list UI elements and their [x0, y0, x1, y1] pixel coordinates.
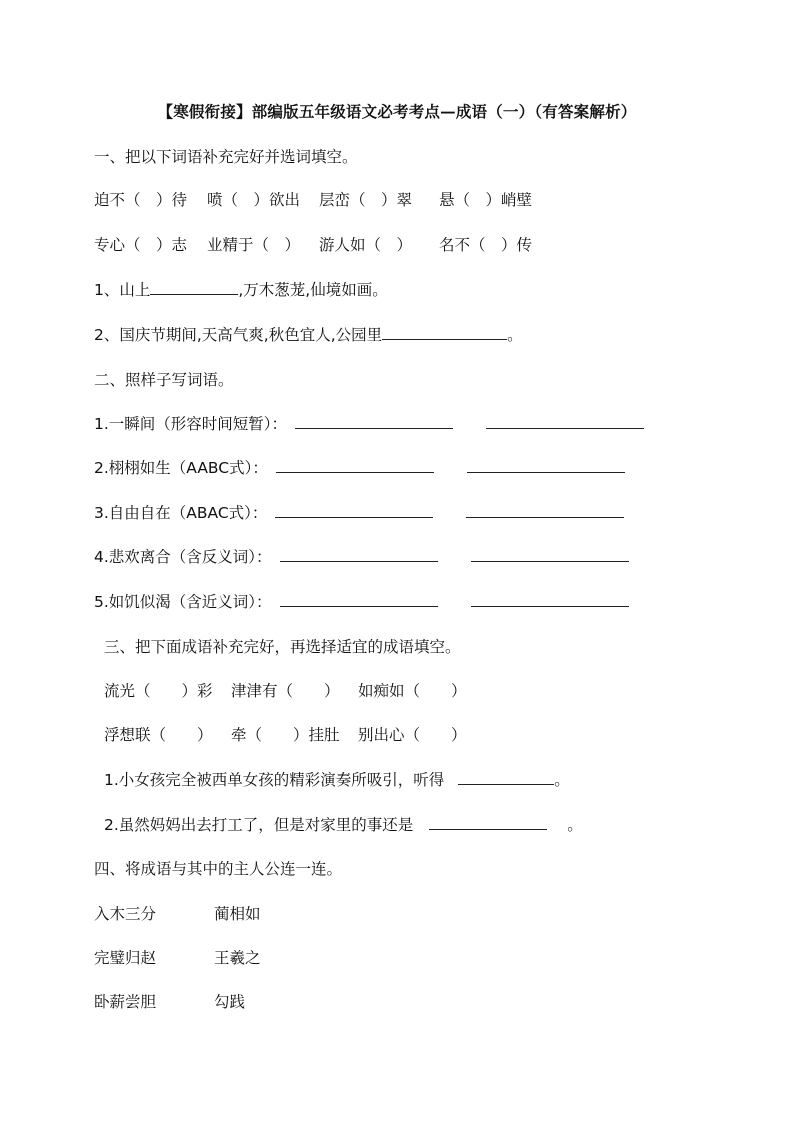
word-item: 牵（ ）挂肚: [231, 726, 340, 744]
answer-blank[interactable]: [471, 592, 629, 607]
answer-blank[interactable]: [429, 815, 547, 830]
section-2-item-1: [94, 414, 644, 434]
section-4-heading: 四、将成语与其中的主人公连一连。: [94, 860, 343, 878]
question-text: 2、国庆节期间,天高气爽,秋色宜人,公园里: [94, 326, 383, 344]
question-text: 2.虽然妈妈出去打工了，但是对家里的事还是: [104, 816, 414, 834]
item-text: 3.自由自在（ABAC式）：: [94, 504, 268, 522]
section-1-heading: 一、把以下词语补充完好并选词填空。: [94, 148, 358, 166]
answer-blank[interactable]: [295, 414, 453, 429]
word-item: 流光（ ）彩: [104, 682, 213, 700]
section-3-question-1: [104, 770, 570, 790]
idiom-item[interactable]: 入木三分: [94, 905, 157, 923]
answer-blank[interactable]: [382, 325, 507, 340]
answer-blank[interactable]: [486, 414, 644, 429]
section-3-heading: 三、把下面成语补充完好，再选择适宜的成语填空。: [104, 638, 461, 656]
section-2-item-3: [94, 503, 624, 523]
question-text: 1.小女孩完全被西单女孩的精彩演奏所吸引，听得: [104, 771, 445, 789]
section-1-question-1: [94, 280, 388, 300]
section-2-item-5: [94, 592, 629, 612]
answer-blank[interactable]: [280, 592, 438, 607]
word-item: 悬（ ）峭壁: [439, 191, 533, 209]
word-item: 喷（ ）欲出: [207, 191, 301, 209]
question-text: 。: [507, 326, 523, 344]
item-text: 1.一瞬间（形容时间短暂）：: [94, 415, 288, 433]
word-item: 如痴如（ ）: [358, 682, 467, 700]
word-item: 专心（ ）志: [94, 236, 188, 254]
word-item: 迫不（ ）待: [94, 191, 188, 209]
item-text: 5.如饥似渴（含近义词）：: [94, 593, 272, 611]
answer-blank[interactable]: [150, 280, 238, 295]
section-2-item-4: [94, 547, 629, 567]
answer-blank[interactable]: [467, 458, 625, 473]
question-text: 。: [554, 771, 570, 789]
word-item: 津津有（ ）: [231, 682, 340, 700]
question-text: 。: [567, 816, 583, 834]
answer-blank[interactable]: [458, 770, 554, 785]
section-3-question-2: [104, 815, 583, 835]
item-text: 2.栩栩如生（AABC式）：: [94, 459, 268, 477]
word-item: 业精于（ ）: [207, 236, 301, 254]
answer-blank[interactable]: [471, 547, 629, 562]
idiom-item[interactable]: 卧薪尝胆: [94, 993, 157, 1011]
word-item: 层峦（ ）翠: [319, 191, 413, 209]
word-item: 浮想联（ ）: [104, 726, 213, 744]
person-item[interactable]: 勾践: [214, 993, 246, 1011]
word-item: 别出心（ ）: [358, 726, 467, 744]
question-text: 1、山上: [94, 281, 151, 299]
document-title: 【寒假衔接】部编版五年级语文必考考点—成语（一）（有答案解析）: [157, 102, 637, 121]
word-item: 名不（ ）传: [439, 236, 533, 254]
person-item[interactable]: 王羲之: [214, 949, 261, 967]
idiom-item[interactable]: 完璧归赵: [94, 949, 157, 967]
word-item: 游人如（ ）: [319, 236, 413, 254]
answer-blank[interactable]: [466, 503, 624, 518]
item-text: 4.悲欢离合（含反义词）：: [94, 548, 272, 566]
person-item[interactable]: 蔺相如: [214, 905, 261, 923]
section-1-question-2: [94, 325, 523, 345]
answer-blank[interactable]: [275, 503, 433, 518]
section-2-heading: 二、照样子写词语。: [94, 371, 234, 389]
question-text: ,万木葱茏,仙境如画。: [238, 281, 388, 299]
answer-blank[interactable]: [280, 547, 438, 562]
section-2-item-2: [94, 458, 625, 478]
answer-blank[interactable]: [276, 458, 434, 473]
